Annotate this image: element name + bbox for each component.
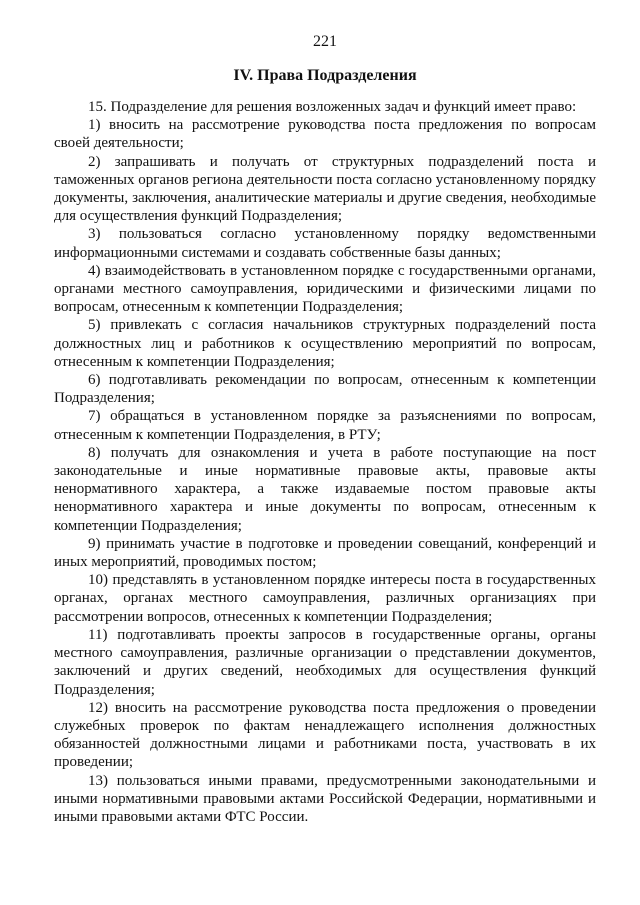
list-item: 11) подготавливать проекты запросов в государственные органы, органы местного самоуправления, различные организации о представлении документов, заключений и других сведений, необходимых для осуществления функций Подразделения; <box>54 626 596 698</box>
list-item: 3) пользоваться согласно установленному порядку ведомственными информационными системами и создавать собственные базы данных; <box>54 226 596 261</box>
list-item: 5) привлекать с согласия начальников структурных подразделений поста должностных лиц и работников к осуществлению мероприятий по вопросам, отнесенным к компетенции Подразделения; <box>54 317 596 370</box>
intro-paragraph: 15. Подразделение для решения возложенных задач и функций имеет право: <box>88 99 577 115</box>
list-item: 8) получать для ознакомления и учета в работе поступающие на пост законодательные и иные нормативные правовые акты, правовые акты ненормативного характера, а также издаваемые постом правовые акты ненормативного характера и иные документы по вопросам, отнесенным к компетенции Подразделения; <box>54 444 596 534</box>
list-item: 2) запрашивать и получать от структурных подразделений поста и таможенных органов региона деятельности поста согласно установленному порядку документы, заключения, аналитические материалы и другие сведения, необходимые для осуществления функций Подразделения; <box>54 153 596 225</box>
list-item: 10) представлять в установленном порядке интересы поста в государственных органах, органах местного самоуправления, различных организациях при рассмотрении вопросов, отнесенных к компетенции Подразделения; <box>54 572 596 625</box>
list-item: 9) принимать участие в подготовке и проведении совещаний, конференций и иных мероприятий, проводимых постом; <box>54 535 596 571</box>
list-item: 1) вносить на рассмотрение руководства поста предложения по вопросам своей деятельности; <box>54 117 596 152</box>
list-item: 13) пользоваться иными правами, предусмотренными законодательными и иными нормативными правовыми актами Российской Федерации, нормативными и иными правовыми актами ФТС России. <box>54 772 596 825</box>
list-item: 4) взаимодействовать в установленном порядке с государственными органами, органами местного самоуправления, юридическими и физическими лицами по вопросам, отнесенным к компетенции Подразделения; <box>54 262 596 316</box>
list-item: 12) вносить на рассмотрение руководства поста предложения о проведении служебных проверок по фактам ненадлежащего исполнения должностных обязанностей должностными лицами и работниками поста, участвовать в их проведении; <box>54 699 596 771</box>
rights-list <box>54 98 596 826</box>
list-item: 7) обращаться в установленном порядке за разъяснениями по вопросам, отнесенным к компетенции Подразделения, в РТУ; <box>54 408 596 443</box>
page-number: 221 <box>313 33 337 50</box>
section-heading: IV. Права Подразделения <box>233 67 417 84</box>
list-item: 6) подготавливать рекомендации по вопросам, отнесенным к компетенции Подразделения; <box>54 372 596 407</box>
